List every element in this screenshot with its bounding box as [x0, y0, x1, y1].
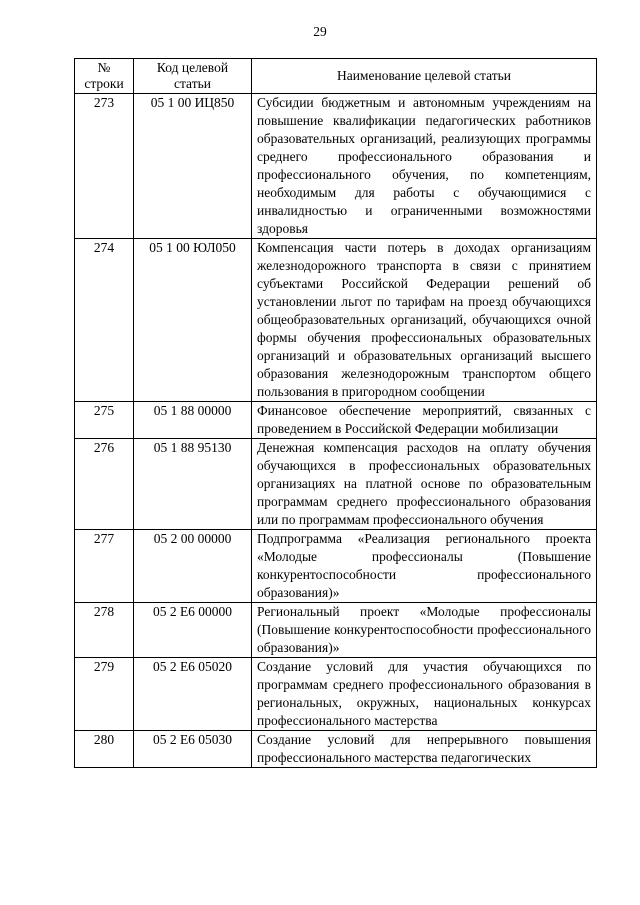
article-name-line: профессиональных образовательных организаций и: [257, 330, 591, 363]
article-name-line: Финансовое обеспечение мероприятий, связанных с: [257, 403, 591, 418]
article-name-line: образовательных организаций высшего: [353, 348, 591, 363]
article-name-line: субъектами Российской Федерации решений об: [257, 276, 591, 291]
article-name: [252, 94, 597, 239]
article-code: 05 1 00 ИЦ850: [134, 94, 252, 239]
article-name-line: обучающихся очной формы обучения: [257, 312, 592, 345]
article-name-line: профессионального обучения, по компетенциям,: [257, 167, 591, 182]
article-name-line: Создание условий для непрерывного повышения: [257, 732, 591, 747]
row-number: 280: [75, 731, 134, 768]
article-code: 05 2 Е6 00000: [134, 603, 252, 658]
table-row: [75, 239, 597, 402]
target-articles-table: [74, 58, 597, 768]
article-name-line: профессионального мастерства педагогических: [257, 750, 532, 765]
article-name-line: образования)»: [257, 585, 340, 600]
article-name-line: необходимым для работы с обучающимися с: [257, 185, 591, 200]
article-name: [252, 603, 597, 658]
table-row: [75, 731, 597, 768]
article-name-line: программам среднего профессионального: [257, 677, 503, 692]
header-article-code: [134, 59, 252, 94]
article-name-line: по образовательным программам среднего: [257, 476, 591, 509]
article-name-line: (Повышение конкурентоспособности: [257, 622, 474, 637]
row-number: 277: [75, 530, 134, 603]
article-code: 05 1 88 00000: [134, 402, 252, 439]
page-number: 29: [313, 24, 327, 39]
article-name-line: образовательных организациях на платной основе: [257, 458, 592, 491]
article-name-line: на повышение квалификации педагогических: [257, 95, 592, 128]
article-name-line: профессионального образования)»: [257, 622, 591, 655]
article-name-line: национальных конкурсах профессионального: [257, 695, 591, 728]
header-article-code-line1: Код целевой: [156, 60, 229, 75]
article-name-line: мобилизации: [481, 421, 559, 436]
table-row: [75, 439, 597, 530]
header-article-name: Наименование целевой статьи: [252, 59, 597, 94]
table-header-row: [75, 59, 597, 94]
article-name: [252, 731, 597, 768]
article-code: 05 2 00 00000: [134, 530, 252, 603]
article-name: [252, 658, 597, 731]
article-name-line: Создание условий для участия обучающихся по: [257, 659, 591, 674]
article-name-line: Компенсация части потерь в доходах организациям: [257, 240, 591, 255]
article-code: 05 1 88 95130: [134, 439, 252, 530]
row-number: 276: [75, 439, 134, 530]
article-name-line: «Молодые профессионалы (Повышение: [257, 549, 591, 564]
table-row: [75, 603, 597, 658]
article-code: 05 2 Е6 05030: [134, 731, 252, 768]
article-name-line: программам профессионального обучения: [298, 512, 544, 527]
article-name: [252, 530, 597, 603]
article-name-line: инвалидностью и ограниченными возможностями: [257, 203, 591, 218]
article-name: [252, 239, 597, 402]
article-name-line: обучения обучающихся в профессиональных: [257, 440, 591, 473]
row-number: 278: [75, 603, 134, 658]
table-row: [75, 402, 597, 439]
article-name-line: здоровья: [257, 221, 308, 236]
table-row: [75, 658, 597, 731]
table-body: [75, 94, 597, 768]
row-number: 274: [75, 239, 134, 402]
article-name-line: мастерства: [374, 713, 438, 728]
article-name-line: профессионального образования и: [337, 149, 591, 164]
article-name-line: работников образовательных организаций,: [257, 113, 591, 146]
article-name-line: проведением в Российской Федерации: [257, 421, 479, 436]
article-name-line: общего пользования в пригородном сообщении: [257, 366, 591, 399]
article-name-line: образования железнодорожным транспортом: [257, 366, 536, 381]
row-number: 275: [75, 402, 134, 439]
article-name-line: конкурентоспособности профессионального: [257, 567, 591, 582]
table-row: [75, 530, 597, 603]
article-name-line: Денежная компенсация расходов на оплату: [257, 440, 529, 455]
article-name-line: образования в региональных, окружных,: [257, 677, 591, 710]
header-row-number-line1: №: [97, 60, 111, 75]
row-number: 273: [75, 94, 134, 239]
article-code: 05 1 00 ЮЛ050: [134, 239, 252, 402]
article-name-line: обучающихся общеобразовательных организаций,: [257, 294, 592, 327]
article-name-line: Подпрограмма «Реализация регионального проекта: [257, 531, 591, 546]
article-name-line: Субсидии бюджетным и автономным учреждениям: [257, 95, 571, 110]
row-number: 279: [75, 658, 134, 731]
article-name: [252, 439, 597, 530]
header-row-number-line2: строки: [84, 76, 124, 91]
article-name-line: установлении льгот по тарифам на проезд: [257, 294, 508, 309]
article-code: 05 2 Е6 05020: [134, 658, 252, 731]
header-article-code-line2: статьи: [174, 76, 211, 91]
article-name-line: железнодорожного транспорта в связи с принятием: [257, 258, 591, 273]
article-name-line: профессионального образования или по: [257, 494, 591, 527]
table-row: [75, 94, 597, 239]
article-name-line: Региональный проект «Молодые профессионалы: [257, 604, 591, 619]
article-name: [252, 402, 597, 439]
article-name-line: реализующих программы среднего: [257, 131, 591, 164]
header-row-number: [75, 59, 134, 94]
